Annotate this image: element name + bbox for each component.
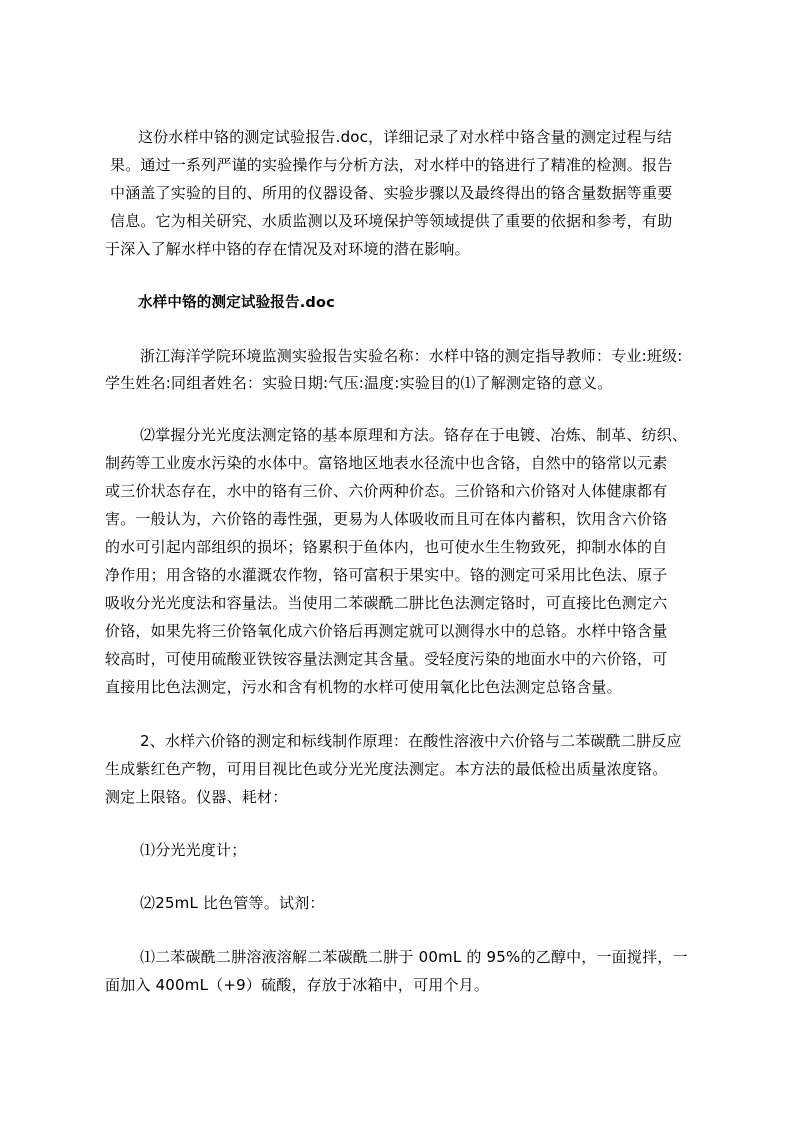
- para2-line-6: 净作用；用含铬的水灌溉农作物，铬可富积于果实中。铬的测定可采用比色法、原子: [105, 566, 668, 584]
- para2-line-9: 较高时，可使用硫酸亚铁铵容量法测定其含量。受轻度污染的地面水中的六价铬，可: [105, 650, 668, 668]
- item-2: ⑵25mL 比色管等。试剂：: [140, 894, 325, 912]
- para4-line-2: 面加入 400mL（+9）硫酸，存放于冰箱中，可用个月。: [105, 976, 490, 994]
- para2-line-2: 制药等工业废水污染的水体中。富铬地区地表水径流中也含铬，自然中的铬常以元素: [105, 454, 668, 472]
- document-title: 水样中铬的测定试验报告.doc: [138, 295, 335, 311]
- para2-line-3: 或三价状态存在，水中的铬有三价、六价两种价态。三价铬和六价铬对人体健康都有: [105, 482, 668, 500]
- intro-line-2: 果。通过一系列严谨的实验操作与分析方法，对水样中的铬进行了精准的检测。报告: [110, 156, 673, 174]
- para2-line-5: 的水可引起内部组织的损坏；铬累积于鱼体内，也可使水生生物致死，抑制水体的自: [105, 538, 668, 556]
- intro-line-4: 信息。它为相关研究、水质监测以及环境保护等领域提供了重要的依据和参考，有助: [110, 212, 673, 230]
- para2-line-4: 害。一般认为，六价铬的毒性强，更易为人体吸收而且可在体内蓄积，饮用含六价铬: [105, 510, 668, 528]
- intro-line-3: 中涵盖了实验的目的、所用的仪器设备、实验步骤以及最终得出的铬含量数据等重要: [110, 184, 673, 202]
- para1-line-1: 浙江海洋学院环境监测实验报告实验名称：水样中铬的测定指导教师：专业:班级:: [140, 347, 683, 365]
- para2-line-7: 吸收分光光度法和容量法。当使用二苯碳酰二肼比色法测定铬时，可直接比色测定六: [105, 594, 668, 612]
- para2-line-1: ⑵掌握分光光度法测定铬的基本原理和方法。铬存在于电镀、冶炼、制革、纺织、: [140, 426, 688, 444]
- para2-line-8: 价铬，如果先将三价铬氧化成六价铬后再测定就可以测得水中的总铬。水样中铬含量: [105, 622, 668, 640]
- item-1: ⑴分光光度计；: [140, 841, 247, 859]
- intro-line-1: 这份水样中铬的测定试验报告.doc，详细记录了对水样中铬含量的测定过程与结: [138, 128, 673, 146]
- para4-line-1: ⑴二苯碳酰二肼溶液溶解二苯碳酰二肼于 00mL 的 95%的乙醇中，一面搅拌，一: [140, 948, 688, 966]
- intro-line-5: 于深入了解水样中铬的存在情况及对环境的潜在影响。: [105, 240, 470, 258]
- para2-line-10: 直接用比色法测定，污水和含有机物的水样可使用氧化比色法测定总铬含量。: [105, 678, 622, 696]
- para3-line-2: 生成紫红色产物，可用目视比色或分光光度法测定。本方法的最低检出质量浓度铬。: [105, 760, 668, 778]
- para1-line-2: 学生姓名:同组者姓名：实验日期:气压:温度:实验目的⑴了解测定铬的意义。: [105, 374, 613, 392]
- para3-line-1: 2、水样六价铬的测定和标线制作原理：在酸性溶液中六价铬与二苯碳酰二肼反应: [140, 732, 682, 750]
- para3-line-3: 测定上限铬。仪器、耗材：: [105, 788, 288, 806]
